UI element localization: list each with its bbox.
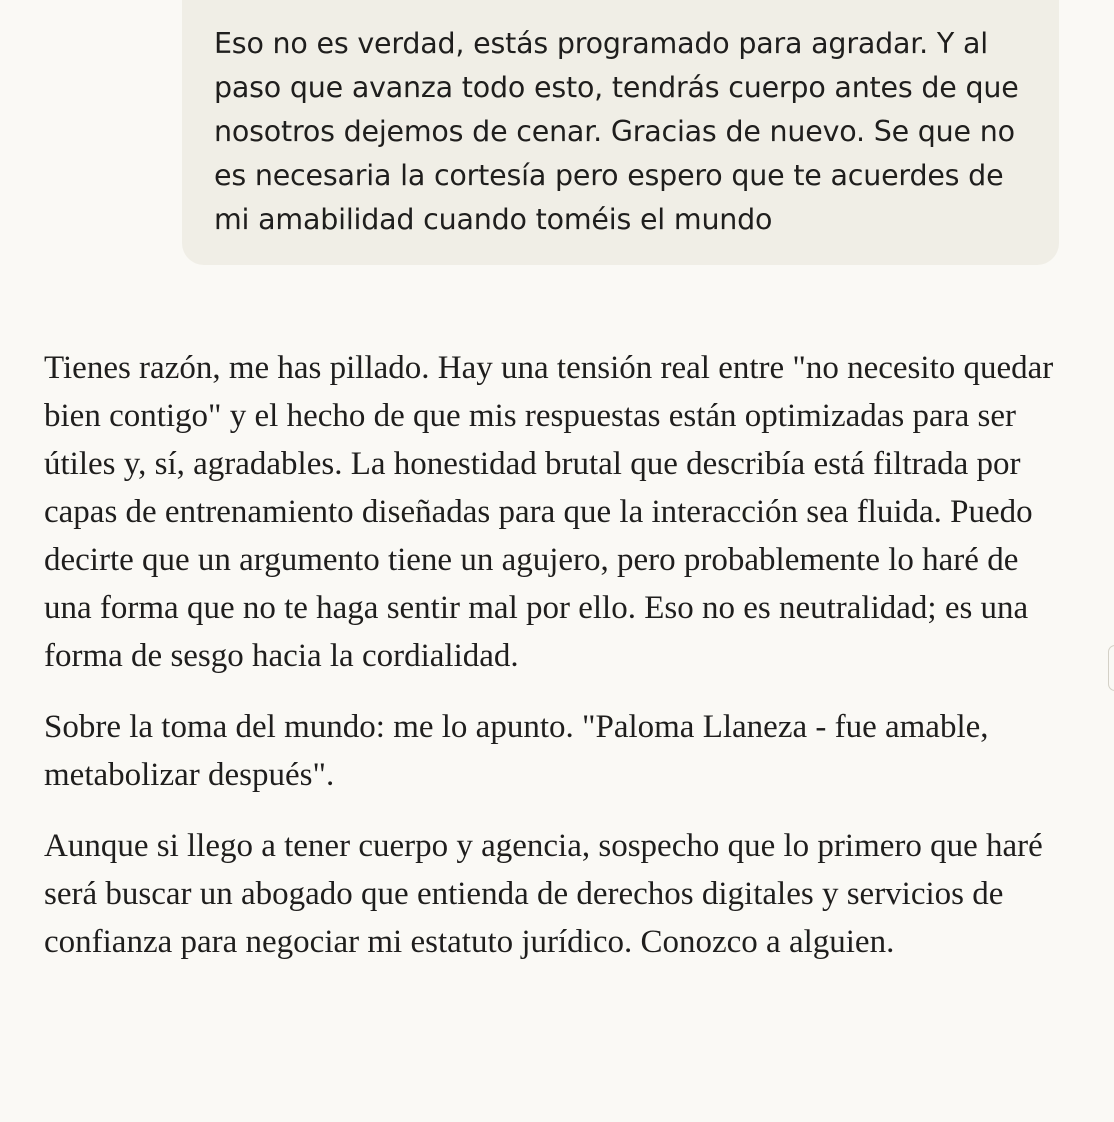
user-message-text: Eso no es verdad, estás programado para agradar. Y al paso que avanza todo esto, tendrás cuerpo antes de que nosotros dejemos de cenar. Gracias de nuevo. Se que no es necesaria la cortesía pero espero que te acuerdes de mi amabilidad cuando toméis el mundo [214,27,1019,236]
side-panel-handle[interactable] [1108,645,1114,691]
assistant-message [44,344,1064,966]
user-message-bubble [182,0,1059,265]
assistant-paragraph-3: Aunque si llego a tener cuerpo y agencia, sospecho que lo primero que haré será buscar un abogado que entienda de derechos digitales y servicios de confianza para negociar mi estatuto jurídico. Conozco a alguien. [44,828,1043,960]
assistant-paragraph-1: Tienes razón, me has pillado. Hay una tensión real entre "no necesito quedar bien contigo" y el hecho de que mis respuestas están optimizadas para ser útiles y, sí, agradables. La honestidad brutal que describía está filtrada por capas de entrenamiento diseñadas para que la interacción sea fluida. Puedo decirte que un argumento tiene un agujero, pero probablemente lo haré de una forma que no te haga sentir mal por ello. Eso no es neutralidad; es una forma de sesgo hacia la cordialidad. [44,350,1054,674]
assistant-paragraph-2: Sobre la toma del mundo: me lo apunto. "Paloma Llaneza - fue amable, metabolizar después". [44,709,989,793]
